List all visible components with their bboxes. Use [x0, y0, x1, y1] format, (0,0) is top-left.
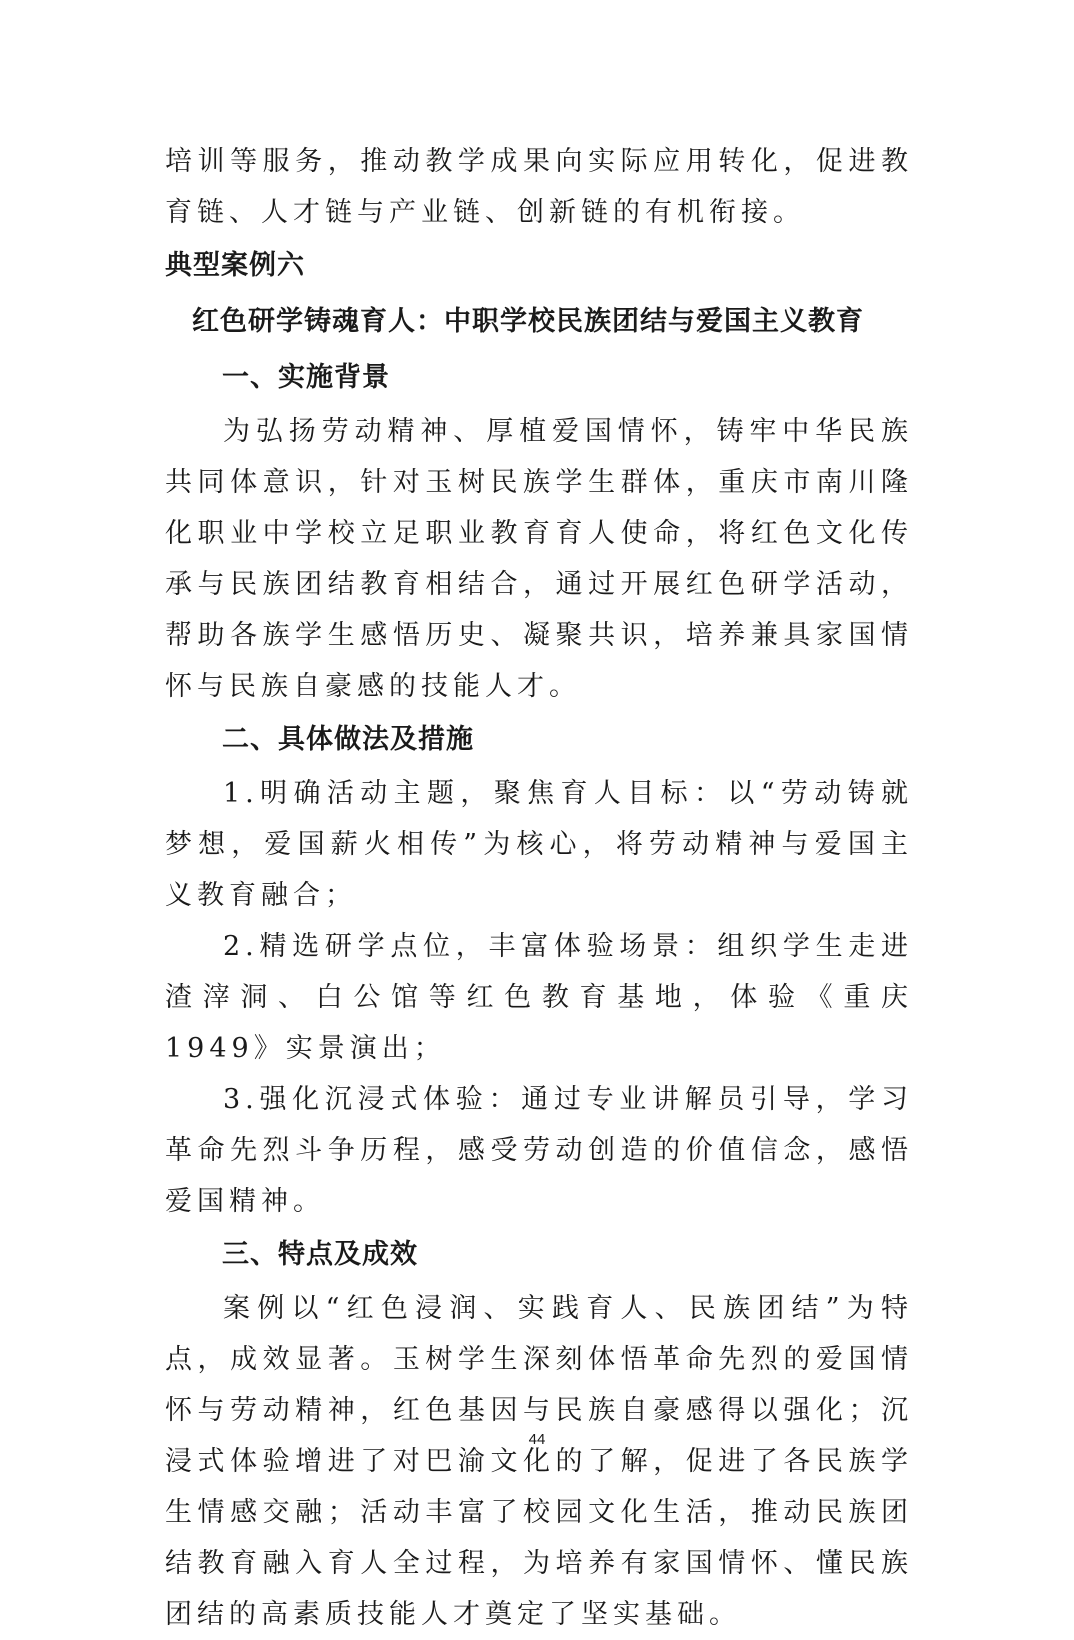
case-title: 红色研学铸魂育人：中职学校民族团结与爱国主义教育 — [192, 306, 864, 337]
case-label: 典型案例六 — [165, 250, 305, 281]
page-content — [165, 136, 913, 1640]
results-paragraph: 案例以“红色浸润、实践育人、民族团结”为特点，成效显著。玉树学生深刻体悟革命先烈的爱国情怀与劳动精神，红色基因与民族自豪感得以强化；沉浸式体验增进了对巴渝文化的了解，促进了各民族学生情感交融；活动丰富了校园文化生活，推动民族团结教育融入育人全过程，为培养有家国情怀、懂民族团结的高素质技能人才奠定了坚实基础。 — [165, 1293, 913, 1630]
section-title-measures: 二、具体做法及措施 — [222, 724, 474, 755]
section-title-background: 一、实施背景 — [222, 362, 390, 393]
intro-paragraph: 培训等服务，推动教学成果向实际应用转化，促进教育链、人才链与产业链、创新链的有机衔接。 — [165, 146, 913, 228]
measure-item-1: 1.明确活动主题，聚焦育人目标：以“劳动铸就梦想，爱国薪火相传”为核心，将劳动精神与爱国主义教育融合； — [165, 778, 913, 911]
measure-item-3: 3.强化沉浸式体验：通过专业讲解员引导，学习革命先烈斗争历程，感受劳动创造的价值信念，感悟爱国精神。 — [165, 1084, 913, 1217]
section-title-results: 三、特点及成效 — [222, 1239, 418, 1270]
background-paragraph: 为弘扬劳动精神、厚植爱国情怀，铸牢中华民族共同体意识，针对玉树民族学生群体，重庆市南川隆化职业中学校立足职业教育育人使命，将红色文化传承与民族团结教育相结合，通过开展红色研学活动，帮助各族学生感悟历史、凝聚共识，培养兼具家国情怀与民族自豪感的技能人才。 — [165, 416, 913, 702]
measure-item-2: 2.精选研学点位，丰富体验场景：组织学生走进渣滓洞、白公馆等红色教育基地，体验《重庆 1949》实景演出； — [165, 931, 913, 1064]
page-number: 44 — [528, 1431, 546, 1448]
